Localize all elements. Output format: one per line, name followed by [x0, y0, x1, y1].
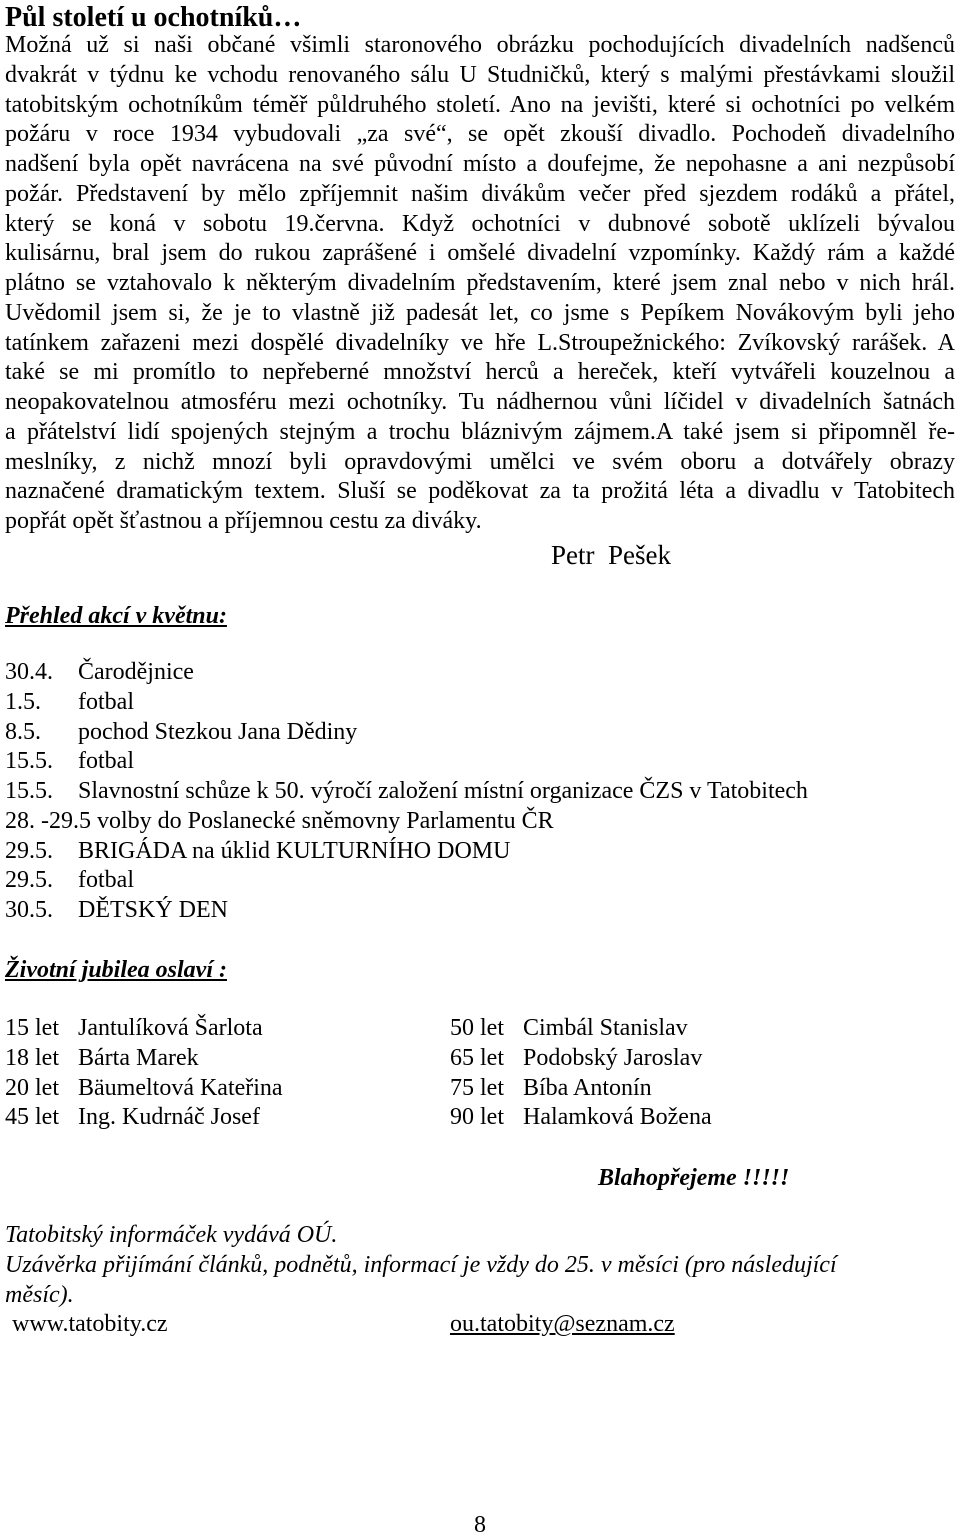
jubilee-age: 90 let: [450, 1104, 504, 1131]
article-line: požáru v roce 1934 vybudovali „za své“, se opět zkouší divadlo. Pochodeň divadelního: [5, 121, 955, 148]
article-line: požár. Představení by mělo zpříjemnit našim divákům večer před sjezdem rodáků a přátel,: [5, 180, 955, 207]
event-text: pochod Stezkou Jana Dědiny: [78, 718, 358, 745]
event-text: fotbal: [78, 867, 134, 894]
event-text: volby do Poslanecké sněmovny Parlamentu ČR: [97, 807, 554, 834]
event-text: BRIGÁDA na úklid KULTURNÍHO DOMU: [78, 837, 511, 864]
article-author: Petr Pešek: [551, 540, 671, 570]
article-line: také se mi promítlo to nepřeberné množství herců a hereček, kteří vytvářeli kouzelnou a: [5, 359, 955, 386]
jubilee-name: Ing. Kudrnáč Josef: [78, 1104, 260, 1131]
jubilee-age: 75 let: [450, 1074, 504, 1101]
article-line: kulisárnu, bral jsem do rukou zaprášené i omšelé divadelní vzpomínky. Každý rám a každé: [5, 240, 955, 267]
jubilee-age: 20 let: [5, 1074, 59, 1101]
jubilee-item: [450, 1044, 712, 1074]
event-text: fotbal: [78, 748, 134, 775]
page-number: 8: [474, 1512, 486, 1537]
jubilee-name: Bíba Antonín: [523, 1074, 652, 1101]
jubilee-item: [450, 1014, 712, 1044]
event-date: 29.5.: [5, 867, 53, 894]
article-line: neopakovatelnou atmosféru mezi ochotníky. Tu nádhernou vůni líčidel v divadelních šatnách: [5, 389, 955, 415]
event-date: 1.5.: [5, 688, 41, 715]
footer: [5, 1221, 837, 1340]
jubilee-name: Halamková Božena: [523, 1104, 712, 1131]
jubilee-item: [5, 1044, 283, 1074]
email-link[interactable]: ou.tatobity@seznam.cz: [450, 1311, 675, 1338]
jubilee-age: 15 let: [5, 1015, 59, 1041]
article-title: Půl století u ochotníků…: [5, 2, 302, 33]
jubilee-item: [5, 1074, 283, 1104]
jubilee-name: Jantulíková Šarlota: [78, 1015, 263, 1041]
jubilee-age: 45 let: [5, 1104, 59, 1131]
event-item: [5, 718, 808, 748]
deadline-note: Uzávěrka přijímání článků, podnětů, informací je vždy do 25. v měsíci (pro následující: [5, 1251, 837, 1278]
event-date: 30.5.: [5, 897, 53, 923]
article-line: a přátelství lidí spojených stejným a trochu bláznivým zájmem.A také jsem si připomněl ře-: [5, 418, 955, 445]
event-item: [5, 837, 808, 867]
events-list: [5, 658, 808, 926]
event-date: 15.5.: [5, 748, 53, 775]
jubilee-name: Bárta Marek: [78, 1044, 199, 1071]
event-date: 29.5.: [5, 837, 53, 864]
article-line: tatobitským ochotníkům téměř půldruhého století. Ano na jevišti, které si ochotníci po velkém: [5, 91, 955, 118]
event-item: [5, 896, 808, 926]
article-line: tatínkem zařazeni mezi dospělé divadelníky ve hře L.Stroupežnického: Zvíkovský rarášek. A: [5, 329, 955, 356]
jubilee-name: Podobský Jaroslav: [523, 1044, 703, 1071]
jubilee-item: [5, 1103, 283, 1133]
event-item: [5, 688, 808, 718]
contact-links: [5, 1310, 837, 1340]
jubilee-heading: Životní jubilea oslaví :: [5, 957, 227, 983]
jubilee-name: Bäumeltová Kateřina: [78, 1074, 283, 1101]
jubilee-item: [450, 1103, 712, 1133]
event-text: fotbal: [78, 688, 134, 715]
jubilee-age: 50 let: [450, 1015, 504, 1041]
deadline-note-continued: měsíc).: [5, 1281, 74, 1308]
article-line: naznačené dramatickým textem. Sluší se poděkovat za ta prožitá léta a divadlu v Tatobitech: [5, 478, 955, 505]
article-line: Uvědomil jsem si, že je to vlastně již padesát let, co jsme s Pepíkem Novákovým byli jeho: [5, 299, 955, 326]
event-date: 28. -29.5: [5, 807, 91, 834]
event-item: [5, 747, 808, 777]
jubilee-item: [450, 1074, 712, 1104]
event-item: [5, 807, 808, 837]
jubilee-list-right: [450, 1014, 712, 1133]
events-heading: Přehled akcí v květnu:: [5, 603, 227, 629]
article-line: plátno se vztahovalo k některým divadelním představením, které jsem znal nebo v nich hrál.: [5, 270, 955, 296]
article-line: meslníky, z nichž mnozí byli opravdovými umělci ve svém oboru a dotvářely obrazy: [5, 448, 955, 475]
publisher-note: Tatobitský informáček vydává OÚ.: [5, 1222, 338, 1248]
jubilee-item: [5, 1014, 283, 1044]
article-body: [5, 31, 955, 537]
event-text: Čarodějnice: [78, 659, 194, 685]
article-line: který se koná v sobotu 19.června. Když ochotníci v dubnové sobotě uklízeli bývalou: [5, 210, 955, 237]
website-link[interactable]: www.tatobity.cz: [12, 1311, 168, 1338]
event-item: [5, 866, 808, 896]
event-date: 30.4.: [5, 659, 53, 685]
event-text: Slavnostní schůze k 50. výročí založení místní organizace ČZS v Tatobitech: [78, 778, 808, 804]
jubilee-name: Cimbál Stanislav: [523, 1015, 688, 1041]
article-line: dvakrát v týdnu ke vchodu renovaného sálu U Studničků, který s malými přestávkami sloužil: [5, 61, 955, 88]
event-item: [5, 777, 808, 807]
article-line: Možná už si naši občané všimli staronového obrázku pochodujících divadelních nadšenců: [5, 32, 955, 58]
article-line: nadšení byla opět navrácena na své původní místo a doufejme, že nepohasne a ani nezpůsobí: [5, 151, 955, 177]
event-date: 8.5.: [5, 718, 41, 745]
jubilee-age: 65 let: [450, 1044, 504, 1071]
congratulations-text: Blahopřejeme !!!!!: [598, 1165, 790, 1191]
article-line-last: popřát opět šťastnou a příjemnou cestu za diváky.: [5, 508, 482, 534]
event-date: 15.5.: [5, 778, 53, 804]
event-item: [5, 658, 808, 688]
jubilee-list-left: [5, 1014, 283, 1133]
event-text: DĚTSKÝ DEN: [78, 897, 228, 923]
jubilee-age: 18 let: [5, 1044, 59, 1071]
